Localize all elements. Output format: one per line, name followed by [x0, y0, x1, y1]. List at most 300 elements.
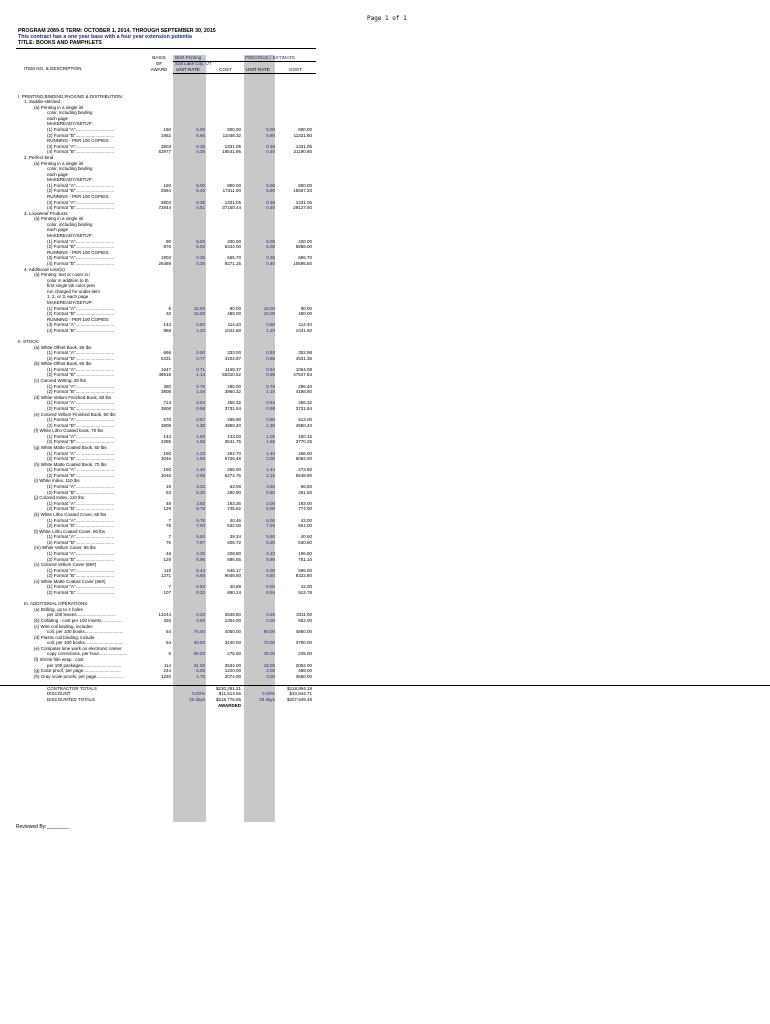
basis-of-award: 160 [163, 127, 171, 133]
prev-unit-rate: 5.80 [266, 534, 275, 540]
row-description: (2) Format "B"............................... [47, 132, 115, 138]
prev-cost: 800.00 [298, 127, 312, 133]
row-description: (2) Format "B"............................... [47, 489, 115, 495]
cost: 9048.60 [224, 573, 241, 579]
unit-rate: 0.51 [196, 205, 205, 211]
unit-rate: 0.71 [196, 366, 205, 372]
row-description: (g) White Matte Coated Book, 60 lbs [34, 445, 107, 450]
basis-of-award: 114 [163, 662, 171, 668]
unit-rate: 31.00 [193, 662, 205, 668]
cost: 480.00 [227, 311, 241, 317]
header-rule [16, 48, 316, 49]
row-description: (3) Format "A"............................... [47, 143, 115, 149]
basis-of-award: 48 [165, 550, 171, 556]
prev-unit-rate: 1.20 [266, 327, 275, 333]
basis-of-award: 76 [165, 539, 171, 545]
cost: 532.00 [227, 523, 241, 529]
row-description: (2) Format "B"............................... [47, 506, 115, 512]
unit-rate: 5.78 [196, 517, 205, 523]
row-description: (2) Format "B"............................... [47, 405, 115, 411]
prev-unit-rate: 6.80 [266, 573, 275, 579]
page-number: Page 1 of 1 [367, 15, 407, 22]
prev-cost: 3780.00 [295, 640, 312, 646]
basis-header [147, 55, 171, 73]
prev-unit-rate: 0.53 [266, 350, 275, 356]
basis-of-award: 3808 [160, 389, 171, 395]
prev-unit-rate: 1.30 [266, 422, 275, 428]
basis-of-award: 5 [168, 651, 171, 657]
prev-unit-rate: 45.00 [263, 651, 275, 657]
unit-rate: 4.35 [196, 550, 205, 556]
basis-of-award: 1220 [160, 673, 171, 679]
row-description: per 100 leaves............................... [47, 612, 116, 618]
row-description: coil, per 100 books............................... [47, 629, 124, 635]
prev-unit-rate: 4.10 [266, 550, 275, 556]
row-description: (d) White Vellum Finished Book, 60 lbs [34, 394, 112, 400]
prev-cost: 47547.64 [293, 372, 312, 378]
unit-rate: 3.82 [196, 500, 205, 506]
unit-rate: 5.00 [196, 668, 205, 674]
prev-cost: 1331.05 [295, 143, 312, 149]
prev-unit-rate: 0.40 [266, 260, 275, 266]
row-description: (2) Format "B"............................... [47, 573, 115, 579]
basis-header-line3: AWARD [150, 67, 168, 72]
basis-of-award: 3046 [160, 456, 171, 462]
prev-cost: 3660.00 [295, 673, 312, 679]
basis-of-award: 76 [165, 523, 171, 529]
row-description: (2) Format "B"............................... [47, 244, 115, 250]
cost: 5726.48 [224, 456, 241, 462]
basis-of-award: 326 [163, 617, 171, 623]
prev-cost: 774.00 [298, 506, 312, 512]
prev-cost-header: COST [289, 67, 302, 72]
unit-rate: 8.32 [196, 590, 205, 596]
row-description: (1) Format "A"............................... [47, 400, 115, 406]
prev-cost: 6092.00 [295, 456, 312, 462]
unit-rate: 0.75 [196, 383, 205, 389]
basis-of-award: 3808 [160, 422, 171, 428]
prev-unit-rate: 6.00 [266, 244, 275, 250]
unit-rate-header: UNIT RATE [176, 67, 200, 72]
row-description: color in addition to th [47, 277, 89, 283]
cost: 90.00 [229, 305, 241, 311]
prev-unit-rate: 2.00 [266, 668, 275, 674]
row-description: (m) White Vellum Cover, 65 lbs [34, 545, 96, 551]
basis-of-award: 7 [168, 584, 171, 590]
basis-of-award: 48 [165, 500, 171, 506]
prev-cost: 456.32 [298, 400, 312, 406]
row-description: (a) Printing in a single inl [34, 104, 84, 110]
row-description: (1) Format "A"............................... [47, 383, 115, 389]
prev-unit-rate: 3.50 [266, 484, 275, 490]
prev-cost: 1041.60 [295, 327, 312, 333]
basis-header-line2: OF [155, 61, 163, 66]
row-description: (3) Format "A"............................... [47, 199, 115, 205]
row-description: (f) White Litho Coated book, 70 lbs [34, 428, 104, 434]
prev-cost: 630.80 [298, 539, 312, 545]
row-description: (h) Gray scale proofs, per page...................... [34, 673, 124, 679]
prev-unit-rate: 5.00 [266, 127, 275, 133]
row-description: 1. Saddle-stitched [24, 99, 61, 105]
prev-unit-rate: 5.00 [266, 238, 275, 244]
row-description: (a) Printing in a single inl [34, 160, 84, 166]
unit-rate: 5.62 [196, 534, 205, 540]
contractor-name: BKR Printing [175, 55, 202, 60]
row-description: (3) Format "A"............................... [47, 322, 115, 328]
unit-rate: 0.35 [196, 199, 205, 205]
unit-rate: 6.95 [196, 556, 205, 562]
row-description: (2) Format "B"............................... [47, 472, 115, 478]
prev-cost: 652.00 [298, 617, 312, 623]
cost: 1304.00 [224, 617, 241, 623]
row-description: RUNNING - PER 100 COPIES: [47, 193, 110, 199]
unit-rate: 1.30 [196, 422, 205, 428]
basis-of-award: 143 [163, 433, 171, 439]
cost: 37150.44 [222, 205, 241, 211]
row-description: copy corrections, per hour....................... [47, 651, 128, 657]
basis-of-award: 54 [165, 640, 171, 646]
prev-unit-rate: 2.00 [266, 456, 275, 462]
prev-cost: 225.00 [298, 651, 312, 657]
prev-cost: 5856.00 [295, 244, 312, 250]
cost: 646.17 [227, 567, 241, 573]
prev-unit-rate: 5.00 [266, 182, 275, 188]
row-description: (e) Colored Vellum Finished Book, 60 lbs [34, 411, 116, 417]
row-description: (1) Format "A"............................... [47, 567, 115, 573]
prev-unit-rate: 2.15 [266, 472, 275, 478]
row-description: III. ADDITIONAL OPERATIONS: [24, 601, 89, 607]
prev-cost: 4950.40 [295, 422, 312, 428]
basis-of-award: 2285 [160, 439, 171, 445]
basis-of-award: 1371 [160, 573, 171, 579]
row-description: (2) Format "B"............................... [47, 556, 115, 562]
prev-cost: 42.00 [300, 517, 312, 523]
row-description: each page [47, 227, 69, 233]
row-description: (2) Format "B"............................... [47, 456, 115, 462]
prev-unit-rate: 70.00 [263, 640, 275, 646]
row-description: 4. Additional color(s) [24, 266, 65, 272]
prev-cost: 192.00 [298, 500, 312, 506]
row-description: (g) Color proof, per page.............................. [34, 668, 121, 674]
table-row [0, 685, 770, 692]
cost: AWARDED [217, 702, 241, 708]
unit-rate: 1.55 [196, 439, 205, 445]
prev-cost: 15567.20 [293, 188, 312, 194]
basis-of-award: 190 [163, 467, 171, 473]
cost: 40.46 [229, 517, 241, 523]
prev-unit-rate: 5.00 [266, 567, 275, 573]
cost: 800.00 [227, 182, 241, 188]
prev-unit-rate: 0.35 [266, 255, 275, 261]
cost: 1331.05 [224, 199, 241, 205]
unit-rate: 15.00 [193, 305, 205, 311]
unit-rate: 0.35 [196, 255, 205, 261]
unit-rate: 1.33 [196, 450, 205, 456]
row-description: (4) Format "B"............................... [47, 205, 115, 211]
unit-rate: 0.35 [196, 143, 205, 149]
prev-unit-rate: 6.00 [266, 506, 275, 512]
unit-rate: 1.14 [196, 372, 205, 378]
row-description: run charged for under item [47, 288, 101, 294]
prev-unit-rate: 0.64 [266, 400, 275, 406]
cost: 1169.37 [225, 366, 241, 372]
prev-cost: 913.78 [298, 590, 312, 596]
row-description: (a) Printing: text or cover in i [34, 272, 91, 278]
basis-of-award: 80 [165, 238, 171, 244]
unit-rate: 0.77 [196, 355, 205, 361]
basis-of-award: 107 [163, 590, 171, 596]
row-description: (l) White Litho Coated Cover, 80 lbs [34, 528, 106, 534]
prev-cost: 551.00 [298, 523, 312, 529]
row-description: color, including binding [47, 221, 93, 227]
cost: 63.08 [229, 484, 241, 490]
prev-unit-rate: 1.65 [266, 439, 275, 445]
unit-rate: 15.00 [193, 311, 205, 317]
prev-unit-rate: 5.90 [266, 556, 275, 562]
basis-of-award: 5331 [160, 355, 171, 361]
unit-rate: 1.00 [196, 433, 205, 439]
unit-rate: 0.87 [196, 417, 205, 423]
cost-header: COST [219, 67, 232, 72]
row-description: (b) White Offset Book, 60 lbs [34, 361, 92, 367]
prev-unit-rate: 15.00 [263, 311, 275, 317]
row-description: MAKEREADY/SETUP: [47, 177, 93, 183]
contract-note: This contract has a one year base with a four year extension potentia [18, 34, 192, 40]
unit-rate: 6.60 [196, 573, 205, 579]
row-description: (c) Colored Writing, 20 lbs [34, 378, 86, 384]
cost: 896.55 [227, 556, 241, 562]
prev-cost: 90.00 [300, 305, 312, 311]
prev-cost: 9322.80 [295, 573, 312, 579]
unit-rate: 60.00 [193, 640, 205, 646]
cost: 9271.15 [224, 260, 241, 266]
row-description: (2) Format "B"............................... [47, 439, 115, 445]
unit-rate: 1.88 [196, 456, 205, 462]
unit-rate: 0.64 [196, 400, 205, 406]
cost: 6344.00 [224, 244, 241, 250]
row-description: (1) Format "A"............................... [47, 350, 115, 356]
basis-of-award: 190 [163, 450, 171, 456]
basis-of-award: 32 [165, 311, 171, 317]
cost: 3240.00 [224, 640, 241, 646]
prev-cost: 291.50 [298, 489, 312, 495]
prev-cost: 266.00 [298, 450, 312, 456]
row-description: per 100 packages............................... [47, 662, 122, 668]
basis-of-award: 129 [163, 506, 171, 512]
unit-rate: 6.45 [196, 188, 205, 194]
prev-cost: 296.40 [298, 383, 312, 389]
row-description: (1) Format "A"............................... [47, 517, 115, 523]
cost: 39.34 [229, 534, 241, 540]
prev-unit-rate: 0.35 [266, 199, 275, 205]
basis-of-award: 3046 [160, 472, 171, 478]
row-description: (2) Format "B"............................... [47, 188, 115, 194]
prev-unit-rate: 5.00% [262, 691, 275, 697]
row-description: 1, 2, or 3; each page [47, 294, 89, 300]
cost: 55310.52 [222, 372, 241, 378]
prev-cost: 352.98 [298, 350, 312, 356]
unit-rate: 55.00 [193, 651, 205, 657]
unit-rate: 4.00 [196, 617, 205, 623]
cost: 6274.76 [224, 472, 241, 478]
prev-cost: 4860.00 [295, 629, 312, 635]
unit-rate: 5.00% [192, 691, 205, 697]
unit-rate: 1.70 [196, 673, 205, 679]
unit-rate: 7.00 [196, 523, 205, 529]
unit-rate: 75.00 [193, 629, 205, 635]
prev-cost: 273.60 [298, 467, 312, 473]
prev-unit-rate: 1.10 [266, 389, 275, 395]
cost: 1331.05 [224, 143, 241, 149]
row-description: (a) White Offset Book, 50 lbs [34, 344, 92, 350]
row-description: MAKEREADY/SETUP: [47, 121, 93, 127]
cost: $11,514.56 [218, 691, 241, 697]
prev-cost: 29137.60 [293, 205, 312, 211]
column-header-rule [173, 73, 316, 74]
row-description: color, including binding [47, 110, 93, 116]
prev-unit-rate: 8.54 [266, 590, 275, 596]
cost: 4104.87 [224, 355, 241, 361]
document-title: TITLE: BOOKS AND PAMPHLETS [18, 40, 102, 46]
prev-unit-rate: 0.35 [266, 143, 275, 149]
prev-unit-rate: 6.00 [266, 517, 275, 523]
unit-rate: 20 days [189, 697, 205, 703]
unit-rate: 5.00 [196, 238, 205, 244]
cost: $230,291.21 [215, 685, 241, 691]
prev-unit-rate: 0.80 [266, 322, 275, 328]
basis-of-award: 7 [168, 534, 171, 540]
unit-rate: 0.98 [196, 405, 205, 411]
basis-of-award: 72844 [158, 205, 171, 211]
cost: 3960.32 [224, 389, 241, 395]
prev-cost: $218,894.19 [286, 685, 312, 691]
row-description: (1) Format "A"............................... [47, 182, 115, 188]
row-description: (2) Format "B"............................... [47, 422, 115, 428]
unit-rate: 3.32 [196, 484, 205, 490]
row-description: (1) Format "A"............................... [47, 500, 115, 506]
row-description: (k) White Litho Coated Cover, 60 lbs [34, 511, 107, 517]
prev-unit-rate: 4.00 [266, 500, 275, 506]
cost: 4950.40 [224, 422, 241, 428]
basis-of-award: 48518 [158, 372, 171, 378]
table-row [0, 703, 770, 709]
unit-rate: 1.40 [196, 467, 205, 473]
prev-cost: 196.80 [298, 550, 312, 556]
row-description: color, including binding [47, 166, 93, 172]
cost: 40.88 [229, 584, 241, 590]
row-description: each page [47, 115, 69, 121]
row-description: (2) Format "B"............................... [47, 355, 115, 361]
row-description: (1) Format "A"............................... [47, 127, 115, 133]
cost: 18541.95 [222, 149, 241, 155]
cost: 605.72 [227, 539, 241, 545]
basis-of-award: 53 [165, 489, 171, 495]
cost: 17311.80 [222, 188, 241, 194]
cost: 2074.00 [224, 673, 241, 679]
unit-rate: 7.97 [196, 539, 205, 545]
row-description: (1) Format "A"............................... [47, 450, 115, 456]
prev-unit-rate: 1.05 [266, 433, 275, 439]
contractor-location: Salt Lake City, UT [175, 61, 212, 66]
unit-rate: 5.78 [196, 506, 205, 512]
prev-unit-rate: 8.30 [266, 539, 275, 545]
basis-of-award: 666 [163, 350, 171, 356]
prev-cost: 42.00 [300, 584, 312, 590]
prev-cost: 66.50 [300, 484, 312, 490]
prev-cost: 513.00 [298, 417, 312, 423]
prev-unit-rate: 7.25 [266, 523, 275, 529]
row-description: (b) Collating - cost per 100 inserts................. [34, 617, 123, 623]
prev-cost: 2052.00 [295, 662, 312, 668]
basis-of-award: 7 [168, 517, 171, 523]
row-description: CONTRACTOR TOTALS [47, 685, 97, 691]
unit-rate: 0.80 [196, 322, 205, 328]
unit-rate: 1.04 [196, 389, 205, 395]
cost: 3534.00 [224, 662, 241, 668]
row-description: (2) Format "B"............................... [47, 389, 115, 395]
prev-cost: 800.00 [298, 182, 312, 188]
basis-of-award: 380 [163, 383, 171, 389]
cost: 890.24 [227, 590, 241, 596]
prev-unit-rate-header: UNIT RATE [246, 67, 270, 72]
cost: 143.00 [227, 433, 241, 439]
prev-cost: 40.60 [300, 534, 312, 540]
unit-rate: 5.00 [196, 182, 205, 188]
prev-cost: 595.00 [298, 567, 312, 573]
basis-of-award: 13244 [158, 612, 171, 618]
basis-of-award: 868 [163, 327, 171, 333]
prev-cost: 400.00 [298, 238, 312, 244]
prev-unit-rate: 1.44 [266, 467, 275, 473]
unit-rate: 5.84 [196, 584, 205, 590]
cost: 665.70 [227, 255, 241, 261]
row-description: (1) Format "A"............................... [47, 305, 115, 311]
cost: 266.00 [227, 467, 241, 473]
cost: 2648.80 [224, 612, 241, 618]
row-description: (2) Format "B"............................... [47, 523, 115, 529]
row-description: (h) White Matte Coated Book, 70 lbs [34, 461, 107, 467]
row-description: (1) Format "A"............................... [47, 238, 115, 244]
row-description: (1) Format "A"............................... [47, 584, 115, 590]
prev-unit-rate: 2.00 [266, 617, 275, 623]
row-description: (c) Wire coil binding, includes [34, 623, 93, 629]
prev-unit-rate: 0.40 [266, 149, 275, 155]
row-description: (2) Format "B"............................... [47, 311, 115, 317]
row-description: (2) Format "B"............................... [47, 590, 115, 596]
cost: 3731.84 [224, 405, 241, 411]
basis-of-award: 3803 [160, 143, 171, 149]
prev-cost: 1054.08 [295, 366, 312, 372]
row-description: (1) Format "A"............................... [47, 534, 115, 540]
prev-unit-rate: 0.98 [266, 405, 275, 411]
row-description: I. PRINTING,BINDING,PACKING & DISTRIBUTION: [18, 93, 123, 99]
cost: 208.80 [227, 550, 241, 556]
cost: 114.40 [227, 322, 241, 328]
basis-of-award: 1902 [160, 255, 171, 261]
cost: 252.70 [227, 450, 241, 456]
prev-cost: 114.40 [298, 322, 312, 328]
prev-cost: 10595.60 [293, 260, 312, 266]
contractor-header-rule [173, 61, 245, 62]
cost: 280.90 [227, 489, 241, 495]
prev-unit-rate: 5.80 [266, 188, 275, 194]
prev-cost: 761.10 [298, 556, 312, 562]
cost: 1041.60 [224, 327, 241, 333]
row-description: (2) Format "B"............................... [47, 539, 115, 545]
prev-unit-rate: 20 days [259, 697, 275, 703]
prev-cost: $207,949.48 [286, 697, 312, 703]
basis-of-award: 1647 [160, 366, 171, 372]
